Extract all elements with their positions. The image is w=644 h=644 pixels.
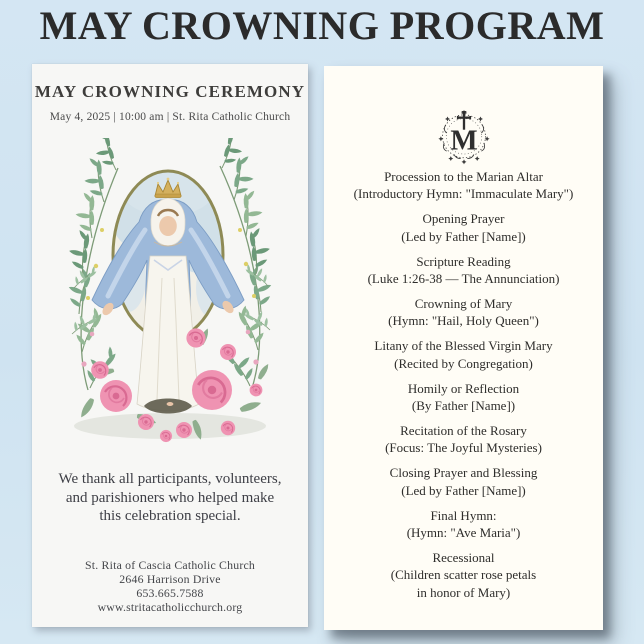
program-item-title: Recitation of the Rosary xyxy=(400,422,527,438)
thank-you-line: We thank all participants, volunteers, xyxy=(58,471,282,487)
thank-you-line: this celebration special. xyxy=(99,508,241,524)
program-item-detail: (Led by Father [Name]) xyxy=(401,482,526,498)
program-item xyxy=(339,295,589,330)
program-item-detail: (Hymn: "Hail, Holy Queen") xyxy=(388,313,539,329)
church-website: www.stritacatholicchurch.org xyxy=(97,600,243,614)
program-item-detail: (Luke 1:26-38 — The Annunciation) xyxy=(367,271,560,287)
ceremony-card xyxy=(32,64,308,627)
page-title: MAY CROWNING PROGRAM xyxy=(39,3,605,48)
ceremony-date-time-location: May 4, 2025 | 10:00 am | St. Rita Catholic Church xyxy=(49,111,291,123)
thank-you-line: and parishioners who helped make xyxy=(65,489,275,506)
program-item-title: Crowning of Mary xyxy=(414,295,513,311)
marian-monogram-icon xyxy=(324,100,603,166)
program-card xyxy=(324,66,603,630)
program-item-detail: (Introductory Hymn: "Immaculate Mary") xyxy=(353,186,574,202)
church-name: St. Rita of Cascia Catholic Church xyxy=(85,558,255,572)
program-item-title: Homily or Reflection xyxy=(407,380,520,396)
program-item-title: Scripture Reading xyxy=(416,253,511,269)
program-item xyxy=(339,337,589,372)
church-contact-block xyxy=(32,558,308,614)
program-item-title: Final Hymn: xyxy=(430,507,497,523)
program-item xyxy=(339,168,589,203)
church-phone: 653.665.7588 xyxy=(136,586,204,600)
program-item-title: Recessional xyxy=(432,549,495,565)
church-address: 2646 Harrison Drive xyxy=(119,572,221,586)
program-item-detail: (Children scatter rose petals xyxy=(390,567,537,583)
program-item xyxy=(339,253,589,288)
program-item xyxy=(339,464,589,499)
program-item-detail: (Led by Father [Name]) xyxy=(401,228,526,244)
program-item xyxy=(339,549,589,601)
program-item xyxy=(339,380,589,415)
program-item-title: Procession to the Marian Altar xyxy=(384,169,543,184)
program-item-detail: (Hymn: "Ave Maria") xyxy=(406,524,521,540)
thank-you-message xyxy=(32,470,308,526)
program-item-title: Closing Prayer and Blessing xyxy=(389,465,538,481)
program-item xyxy=(339,210,589,245)
virgin-mary-illustration xyxy=(50,138,290,450)
program-item xyxy=(339,422,589,457)
program-item-detail: in honor of Mary) xyxy=(416,584,511,600)
svg-text:M: M xyxy=(449,124,478,157)
program-item-detail: (Recited by Congregation) xyxy=(394,355,533,371)
program-item-detail: (By Father [Name]) xyxy=(411,397,516,413)
program-item-detail: (Focus: The Joyful Mysteries) xyxy=(385,440,542,456)
virgin-mary-roses-image xyxy=(50,138,290,450)
program-list xyxy=(324,168,603,609)
program-item-title: Opening Prayer xyxy=(422,211,505,227)
ceremony-card-title: MAY CROWNING CEREMONY xyxy=(34,82,306,101)
program-item-title: Litany of the Blessed Virgin Mary xyxy=(374,338,553,354)
program-item xyxy=(339,507,589,542)
